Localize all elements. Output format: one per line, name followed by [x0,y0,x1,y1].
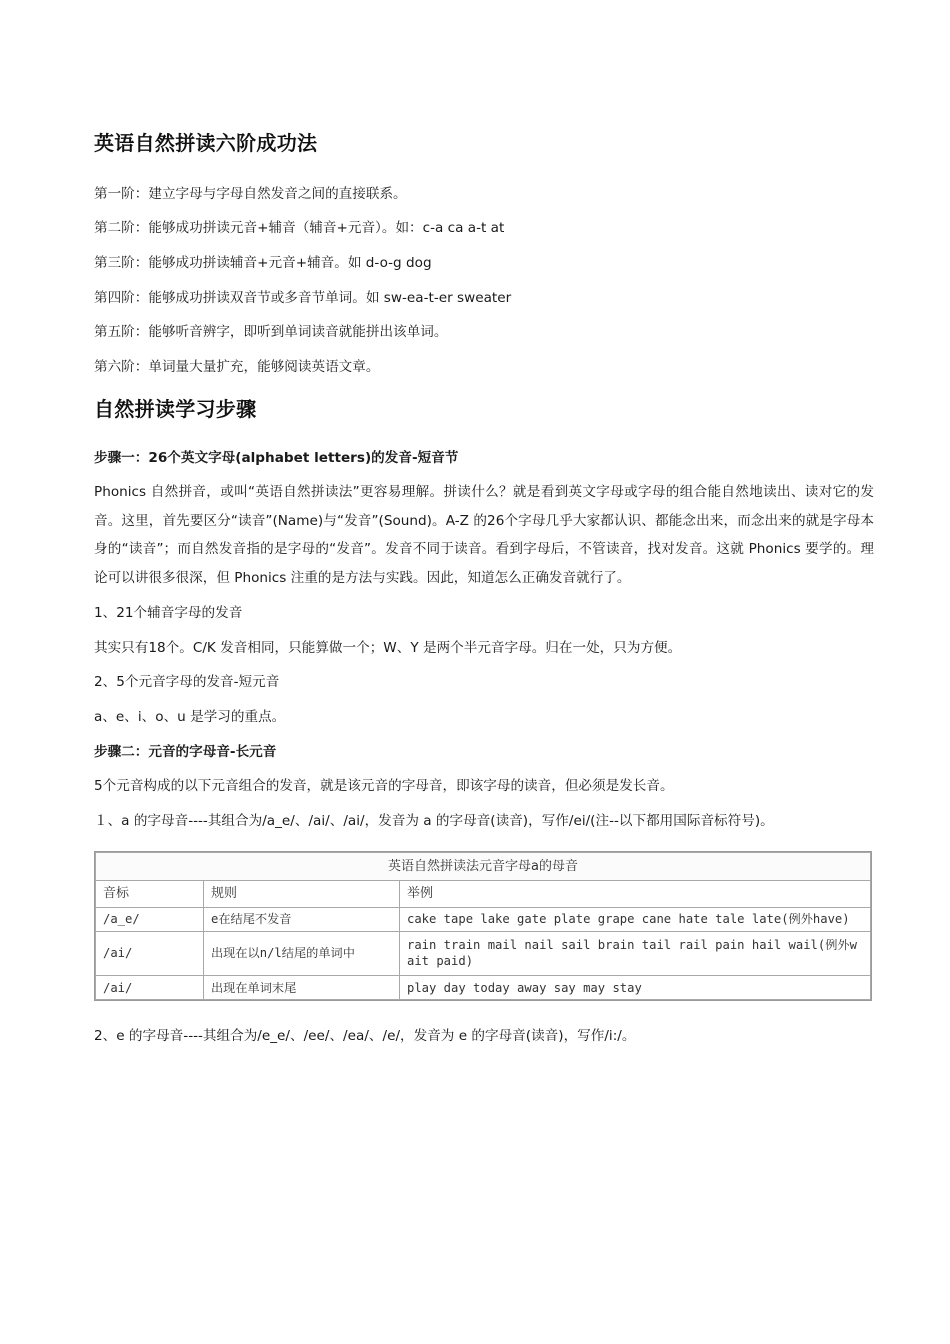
table-cell-example: play day today away say may stay [400,976,871,1000]
long-a-line: １、a 的字母音----其组合为/a_e/、/ai/、/ai/，发音为 a 的字母音(读音)，写作/ei/(注--以下都用国际音标符号)。 [94,813,774,829]
table-cell-rule: 出现在以n/l结尾的单词中 [204,931,400,975]
table-row [96,931,871,975]
table-header-rule: 规则 [204,881,400,908]
table-cell-phonetic: /a_e/ [96,908,204,932]
table-cell-phonetic: /ai/ [96,931,204,975]
stage-5: 第五阶：能够听音辨字，即听到单词读音就能拼出该单词。 [94,324,448,340]
long-e-line: 2、e 的字母音----其组合为/e_e/、/ee/、/ea/、/e/，发音为 e 的字母音(读音)，写作/i:/。 [94,1028,636,1044]
step2-heading: 步骤二：元音的字母音-长元音 [94,744,277,760]
item2-heading: 2、5个元音字母的发音-短元音 [94,674,280,690]
vowel-a-table [94,851,872,1001]
step2-text: 5个元音构成的以下元音组合的发音，就是该元音的字母音，即该字母的读音，但必须是发长音。 [94,778,674,794]
item1-text: 其实只有18个。C/K 发音相同，只能算做一个；W、Y 是两个半元音字母。归在一处，只为方便。 [94,640,682,656]
table-header-example: 举例 [400,881,871,908]
table-row [96,976,871,1000]
table-caption: 英语自然拼读法元音字母a的母音 [96,853,871,881]
item1-heading: 1、21个辅音字母的发音 [94,605,243,621]
stage-3: 第三阶：能够成功拼读辅音+元音+辅音。如 d-o-g dog [94,255,432,271]
table-cell-example: cake tape lake gate plate grape cane hate tale late(例外have) [400,908,871,932]
table-cell-example: rain train mail nail sail brain tail rail pain hail wail(例外wait paid) [400,931,871,975]
stage-6: 第六阶：单词量大量扩充，能够阅读英语文章。 [94,359,380,375]
stage-1: 第一阶：建立字母与字母自然发音之间的直接联系。 [94,186,407,202]
table-row [96,908,871,932]
item2-text: a、e、i、o、u 是学习的重点。 [94,709,286,725]
title-six-stages: 英语自然拼读六阶成功法 [94,131,318,155]
table-cell-rule: e在结尾不发音 [204,908,400,932]
table-header-phonetic: 音标 [96,881,204,908]
stage-2: 第二阶：能够成功拼读元音+辅音（辅音+元音）。如：c-a ca a-t at [94,220,505,236]
title-learning-steps: 自然拼读学习步骤 [94,397,257,421]
table-cell-phonetic: /ai/ [96,976,204,1000]
step1-heading: 步骤一：26个英文字母(alphabet letters)的发音-短音节 [94,450,459,466]
stage-4: 第四阶：能够成功拼读双音节或多音节单词。如 sw-ea-t-er sweater [94,290,512,306]
intro-paragraph: Phonics 自然拼音，或叫“英语自然拼读法”更容易理解。拼读什么？就是看到英文字母或字母的组合能自然地读出、读对它的发音。这里，首先要区分“读音”(Name)与“发音”(Sound)。A-Z 的26个字母几乎大家都认识、都能念出来，而念出来的就是字母本身的“读音”；而自然发音指的是字母的“发音”。发音不同于读音。看到字母后，不管读音，找对发音。这就 Phonics 要学的。理论可以讲很多很深，但 Phonics 注重的是方法与实践。因此，知道怎么正确发音就行了。 [94,484,874,586]
table-cell-rule: 出现在单词末尾 [204,976,400,1000]
